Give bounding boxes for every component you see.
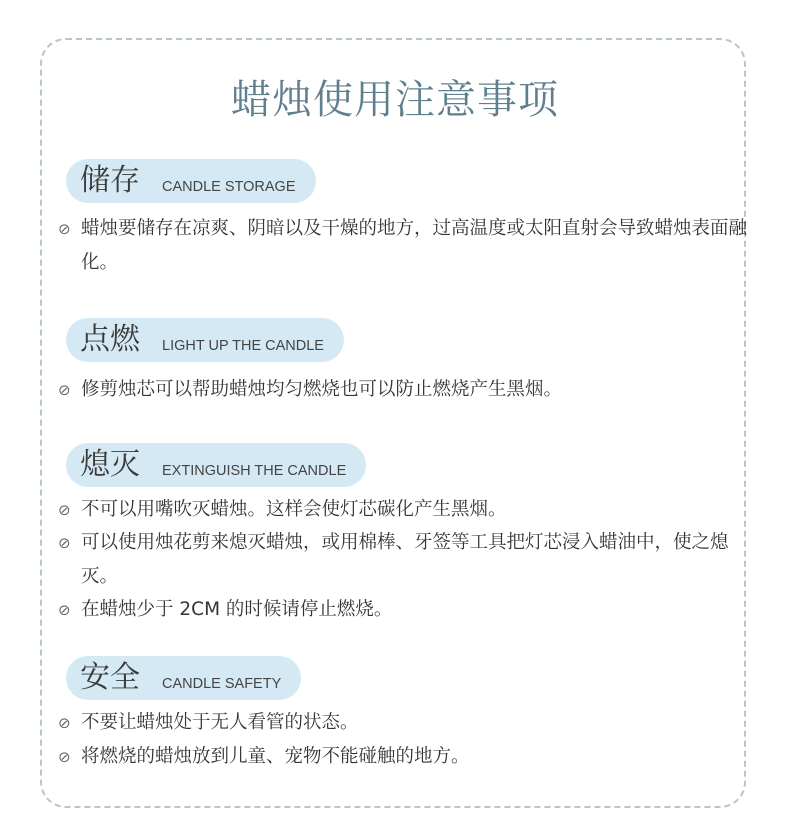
section-subtitle: LIGHT UP THE CANDLE (162, 338, 324, 354)
list-item-text: 不要让蜡烛处于无人看管的状态。 (81, 712, 359, 733)
check-circle-icon: ⊘ (58, 748, 71, 766)
list-item (58, 373, 748, 407)
section-header-light-up (66, 318, 344, 362)
check-circle-icon: ⊘ (58, 601, 71, 619)
list-item-text: 将燃烧的蜡烛放到儿童、宠物不能碰触的地方。 (81, 746, 470, 767)
section-title: 熄灭 (80, 447, 140, 482)
list-item (58, 212, 748, 280)
check-circle-icon: ⊘ (58, 381, 71, 399)
list-item (58, 740, 748, 774)
page-title: 蜡烛使用注意事项 (231, 77, 559, 123)
section-subtitle: EXTINGUISH THE CANDLE (162, 463, 347, 479)
section-subtitle: CANDLE SAFETY (162, 676, 282, 692)
section-header-storage (66, 159, 316, 203)
section-header-safety (66, 656, 301, 700)
check-circle-icon: ⊘ (58, 501, 71, 519)
list-item (58, 706, 748, 740)
check-circle-icon: ⊘ (58, 714, 71, 732)
section-subtitle: CANDLE STORAGE (162, 179, 296, 195)
list-item-text: 修剪烛芯可以帮助蜡烛均匀燃烧也可以防止燃烧产生黑烟。 (81, 379, 563, 400)
check-circle-icon: ⊘ (58, 534, 71, 552)
section-title: 安全 (80, 660, 140, 695)
list-item (58, 593, 748, 627)
list-item-text: 在蜡烛少于 2CM 的时候请停止燃烧。 (81, 599, 393, 620)
section-title: 储存 (80, 163, 140, 198)
list-item-text: 蜡烛要储存在凉爽、阴暗以及干燥的地方，过高温度或太阳直射会导致蜡烛表面融化。 (81, 218, 748, 273)
section-title: 点燃 (80, 322, 140, 357)
list-item-text: 不可以用嘴吹灭蜡烛。这样会使灯芯碳化产生黑烟。 (81, 499, 507, 520)
list-item (58, 493, 748, 527)
list-item-text: 可以使用烛花剪来熄灭蜡烛，或用棉棒、牙签等工具把灯芯浸入蜡油中，使之熄灭。 (81, 532, 729, 587)
check-circle-icon: ⊘ (58, 220, 71, 238)
section-header-extinguish (66, 443, 366, 487)
list-item (58, 526, 748, 594)
